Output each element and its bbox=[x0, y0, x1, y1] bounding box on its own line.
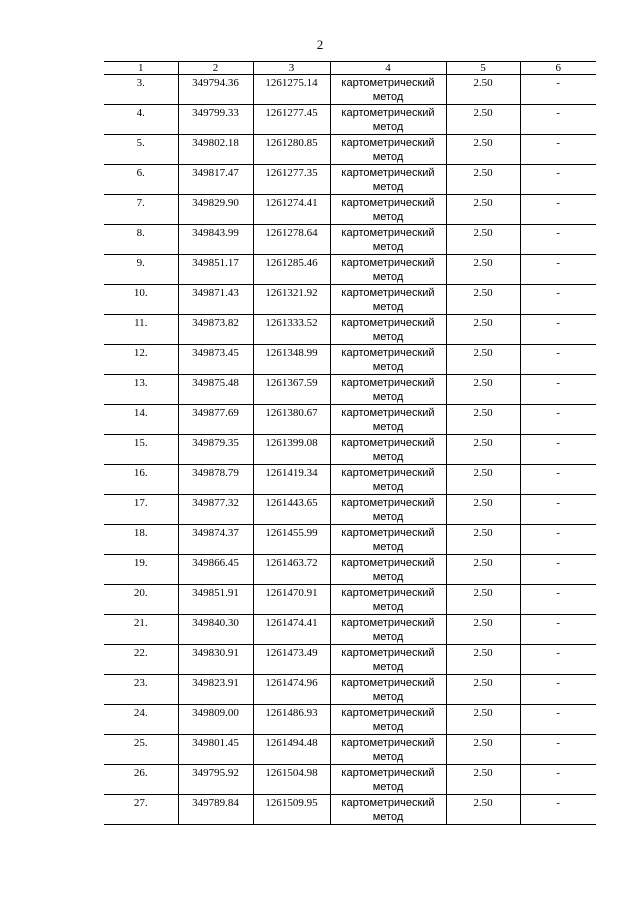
x-coordinate-cell: 349878.79 bbox=[178, 465, 253, 495]
method-cell: картометрический метод bbox=[330, 645, 446, 675]
method-cell: картометрический метод bbox=[330, 75, 446, 105]
table-row bbox=[104, 465, 596, 495]
x-coordinate-cell: 349802.18 bbox=[178, 135, 253, 165]
x-coordinate-cell: 349843.99 bbox=[178, 225, 253, 255]
method-cell: картометрический метод bbox=[330, 585, 446, 615]
table-row bbox=[104, 165, 596, 195]
column-header-1: 1 bbox=[104, 62, 178, 75]
coordinates-table bbox=[104, 61, 596, 825]
point-number-cell: 8. bbox=[104, 225, 178, 255]
column-header-4: 4 bbox=[330, 62, 446, 75]
point-number-cell: 16. bbox=[104, 465, 178, 495]
y-coordinate-cell: 1261494.48 bbox=[253, 735, 330, 765]
accuracy-cell: 2.50 bbox=[446, 795, 520, 825]
method-cell: картометрический метод bbox=[330, 555, 446, 585]
description-cell: - bbox=[520, 465, 596, 495]
description-cell: - bbox=[520, 285, 596, 315]
point-number-cell: 22. bbox=[104, 645, 178, 675]
y-coordinate-cell: 1261470.91 bbox=[253, 585, 330, 615]
method-cell: картометрический метод bbox=[330, 285, 446, 315]
accuracy-cell: 2.50 bbox=[446, 165, 520, 195]
table-row bbox=[104, 735, 596, 765]
method-cell: картометрический метод bbox=[330, 495, 446, 525]
y-coordinate-cell: 1261277.45 bbox=[253, 105, 330, 135]
method-cell: картометрический метод bbox=[330, 615, 446, 645]
y-coordinate-cell: 1261419.34 bbox=[253, 465, 330, 495]
table-row bbox=[104, 585, 596, 615]
point-number-cell: 5. bbox=[104, 135, 178, 165]
y-coordinate-cell: 1261277.35 bbox=[253, 165, 330, 195]
accuracy-cell: 2.50 bbox=[446, 705, 520, 735]
accuracy-cell: 2.50 bbox=[446, 525, 520, 555]
point-number-cell: 27. bbox=[104, 795, 178, 825]
accuracy-cell: 2.50 bbox=[446, 615, 520, 645]
table-row bbox=[104, 195, 596, 225]
y-coordinate-cell: 1261285.46 bbox=[253, 255, 330, 285]
y-coordinate-cell: 1261321.92 bbox=[253, 285, 330, 315]
description-cell: - bbox=[520, 105, 596, 135]
x-coordinate-cell: 349851.17 bbox=[178, 255, 253, 285]
table-row bbox=[104, 555, 596, 585]
accuracy-cell: 2.50 bbox=[446, 285, 520, 315]
point-number-cell: 10. bbox=[104, 285, 178, 315]
accuracy-cell: 2.50 bbox=[446, 105, 520, 135]
x-coordinate-cell: 349875.48 bbox=[178, 375, 253, 405]
method-cell: картометрический метод bbox=[330, 795, 446, 825]
description-cell: - bbox=[520, 435, 596, 465]
x-coordinate-cell: 349795.92 bbox=[178, 765, 253, 795]
point-number-cell: 17. bbox=[104, 495, 178, 525]
table-row bbox=[104, 435, 596, 465]
description-cell: - bbox=[520, 255, 596, 285]
accuracy-cell: 2.50 bbox=[446, 585, 520, 615]
x-coordinate-cell: 349817.47 bbox=[178, 165, 253, 195]
x-coordinate-cell: 349877.32 bbox=[178, 495, 253, 525]
table-row bbox=[104, 795, 596, 825]
table-row bbox=[104, 375, 596, 405]
accuracy-cell: 2.50 bbox=[446, 765, 520, 795]
method-cell: картометрический метод bbox=[330, 465, 446, 495]
point-number-cell: 19. bbox=[104, 555, 178, 585]
method-cell: картометрический метод bbox=[330, 705, 446, 735]
method-cell: картометрический метод bbox=[330, 765, 446, 795]
accuracy-cell: 2.50 bbox=[446, 465, 520, 495]
accuracy-cell: 2.50 bbox=[446, 255, 520, 285]
description-cell: - bbox=[520, 135, 596, 165]
y-coordinate-cell: 1261367.59 bbox=[253, 375, 330, 405]
y-coordinate-cell: 1261280.85 bbox=[253, 135, 330, 165]
table-row bbox=[104, 675, 596, 705]
method-cell: картометрический метод bbox=[330, 255, 446, 285]
x-coordinate-cell: 349829.90 bbox=[178, 195, 253, 225]
method-cell: картометрический метод bbox=[330, 405, 446, 435]
y-coordinate-cell: 1261333.52 bbox=[253, 315, 330, 345]
x-coordinate-cell: 349873.45 bbox=[178, 345, 253, 375]
y-coordinate-cell: 1261474.96 bbox=[253, 675, 330, 705]
method-cell: картометрический метод bbox=[330, 105, 446, 135]
y-coordinate-cell: 1261455.99 bbox=[253, 525, 330, 555]
x-coordinate-cell: 349840.30 bbox=[178, 615, 253, 645]
x-coordinate-cell: 349823.91 bbox=[178, 675, 253, 705]
point-number-cell: 15. bbox=[104, 435, 178, 465]
point-number-cell: 4. bbox=[104, 105, 178, 135]
column-header-3: 3 bbox=[253, 62, 330, 75]
accuracy-cell: 2.50 bbox=[446, 735, 520, 765]
description-cell: - bbox=[520, 795, 596, 825]
point-number-cell: 23. bbox=[104, 675, 178, 705]
accuracy-cell: 2.50 bbox=[446, 135, 520, 165]
method-cell: картометрический метод bbox=[330, 195, 446, 225]
description-cell: - bbox=[520, 495, 596, 525]
table-row bbox=[104, 135, 596, 165]
description-cell: - bbox=[520, 225, 596, 255]
table-row bbox=[104, 315, 596, 345]
x-coordinate-cell: 349871.43 bbox=[178, 285, 253, 315]
accuracy-cell: 2.50 bbox=[446, 225, 520, 255]
description-cell: - bbox=[520, 525, 596, 555]
table-row bbox=[104, 75, 596, 105]
accuracy-cell: 2.50 bbox=[446, 375, 520, 405]
method-cell: картометрический метод bbox=[330, 375, 446, 405]
table-row bbox=[104, 405, 596, 435]
point-number-cell: 13. bbox=[104, 375, 178, 405]
method-cell: картометрический метод bbox=[330, 345, 446, 375]
y-coordinate-cell: 1261348.99 bbox=[253, 345, 330, 375]
table-row bbox=[104, 345, 596, 375]
y-coordinate-cell: 1261275.14 bbox=[253, 75, 330, 105]
x-coordinate-cell: 349794.36 bbox=[178, 75, 253, 105]
y-coordinate-cell: 1261509.95 bbox=[253, 795, 330, 825]
table-row bbox=[104, 615, 596, 645]
description-cell: - bbox=[520, 675, 596, 705]
y-coordinate-cell: 1261473.49 bbox=[253, 645, 330, 675]
x-coordinate-cell: 349830.91 bbox=[178, 645, 253, 675]
point-number-cell: 14. bbox=[104, 405, 178, 435]
point-number-cell: 18. bbox=[104, 525, 178, 555]
x-coordinate-cell: 349851.91 bbox=[178, 585, 253, 615]
x-coordinate-cell: 349789.84 bbox=[178, 795, 253, 825]
accuracy-cell: 2.50 bbox=[446, 345, 520, 375]
x-coordinate-cell: 349874.37 bbox=[178, 525, 253, 555]
table-row bbox=[104, 495, 596, 525]
y-coordinate-cell: 1261278.64 bbox=[253, 225, 330, 255]
column-header-6: 6 bbox=[520, 62, 596, 75]
description-cell: - bbox=[520, 645, 596, 675]
description-cell: - bbox=[520, 405, 596, 435]
method-cell: картометрический метод bbox=[330, 435, 446, 465]
y-coordinate-cell: 1261504.98 bbox=[253, 765, 330, 795]
method-cell: картометрический метод bbox=[330, 315, 446, 345]
accuracy-cell: 2.50 bbox=[446, 495, 520, 525]
table-row bbox=[104, 645, 596, 675]
point-number-cell: 24. bbox=[104, 705, 178, 735]
description-cell: - bbox=[520, 165, 596, 195]
table-row bbox=[104, 255, 596, 285]
y-coordinate-cell: 1261443.65 bbox=[253, 495, 330, 525]
accuracy-cell: 2.50 bbox=[446, 315, 520, 345]
description-cell: - bbox=[520, 735, 596, 765]
method-cell: картометрический метод bbox=[330, 735, 446, 765]
description-cell: - bbox=[520, 375, 596, 405]
x-coordinate-cell: 349801.45 bbox=[178, 735, 253, 765]
table-row bbox=[104, 225, 596, 255]
y-coordinate-cell: 1261380.67 bbox=[253, 405, 330, 435]
method-cell: картометрический метод bbox=[330, 675, 446, 705]
y-coordinate-cell: 1261274.41 bbox=[253, 195, 330, 225]
description-cell: - bbox=[520, 585, 596, 615]
description-cell: - bbox=[520, 615, 596, 645]
accuracy-cell: 2.50 bbox=[446, 405, 520, 435]
method-cell: картометрический метод bbox=[330, 225, 446, 255]
accuracy-cell: 2.50 bbox=[446, 75, 520, 105]
x-coordinate-cell: 349866.45 bbox=[178, 555, 253, 585]
table-row bbox=[104, 105, 596, 135]
table-header-row bbox=[104, 62, 596, 75]
table-row bbox=[104, 285, 596, 315]
y-coordinate-cell: 1261463.72 bbox=[253, 555, 330, 585]
point-number-cell: 20. bbox=[104, 585, 178, 615]
method-cell: картометрический метод bbox=[330, 135, 446, 165]
point-number-cell: 26. bbox=[104, 765, 178, 795]
description-cell: - bbox=[520, 315, 596, 345]
table-row bbox=[104, 705, 596, 735]
x-coordinate-cell: 349877.69 bbox=[178, 405, 253, 435]
accuracy-cell: 2.50 bbox=[446, 195, 520, 225]
y-coordinate-cell: 1261474.41 bbox=[253, 615, 330, 645]
table-row bbox=[104, 765, 596, 795]
description-cell: - bbox=[520, 765, 596, 795]
point-number-cell: 21. bbox=[104, 615, 178, 645]
x-coordinate-cell: 349809.00 bbox=[178, 705, 253, 735]
y-coordinate-cell: 1261399.08 bbox=[253, 435, 330, 465]
method-cell: картометрический метод bbox=[330, 165, 446, 195]
column-header-2: 2 bbox=[178, 62, 253, 75]
description-cell: - bbox=[520, 555, 596, 585]
point-number-cell: 7. bbox=[104, 195, 178, 225]
description-cell: - bbox=[520, 705, 596, 735]
accuracy-cell: 2.50 bbox=[446, 435, 520, 465]
accuracy-cell: 2.50 bbox=[446, 675, 520, 705]
x-coordinate-cell: 349799.33 bbox=[178, 105, 253, 135]
y-coordinate-cell: 1261486.93 bbox=[253, 705, 330, 735]
method-cell: картометрический метод bbox=[330, 525, 446, 555]
point-number-cell: 25. bbox=[104, 735, 178, 765]
point-number-cell: 12. bbox=[104, 345, 178, 375]
description-cell: - bbox=[520, 195, 596, 225]
page-number: 2 bbox=[316, 37, 324, 52]
table-row bbox=[104, 525, 596, 555]
point-number-cell: 11. bbox=[104, 315, 178, 345]
description-cell: - bbox=[520, 75, 596, 105]
point-number-cell: 6. bbox=[104, 165, 178, 195]
description-cell: - bbox=[520, 345, 596, 375]
column-header-5: 5 bbox=[446, 62, 520, 75]
x-coordinate-cell: 349873.82 bbox=[178, 315, 253, 345]
point-number-cell: 9. bbox=[104, 255, 178, 285]
table-body bbox=[104, 75, 596, 825]
accuracy-cell: 2.50 bbox=[446, 645, 520, 675]
x-coordinate-cell: 349879.35 bbox=[178, 435, 253, 465]
point-number-cell: 3. bbox=[104, 75, 178, 105]
accuracy-cell: 2.50 bbox=[446, 555, 520, 585]
